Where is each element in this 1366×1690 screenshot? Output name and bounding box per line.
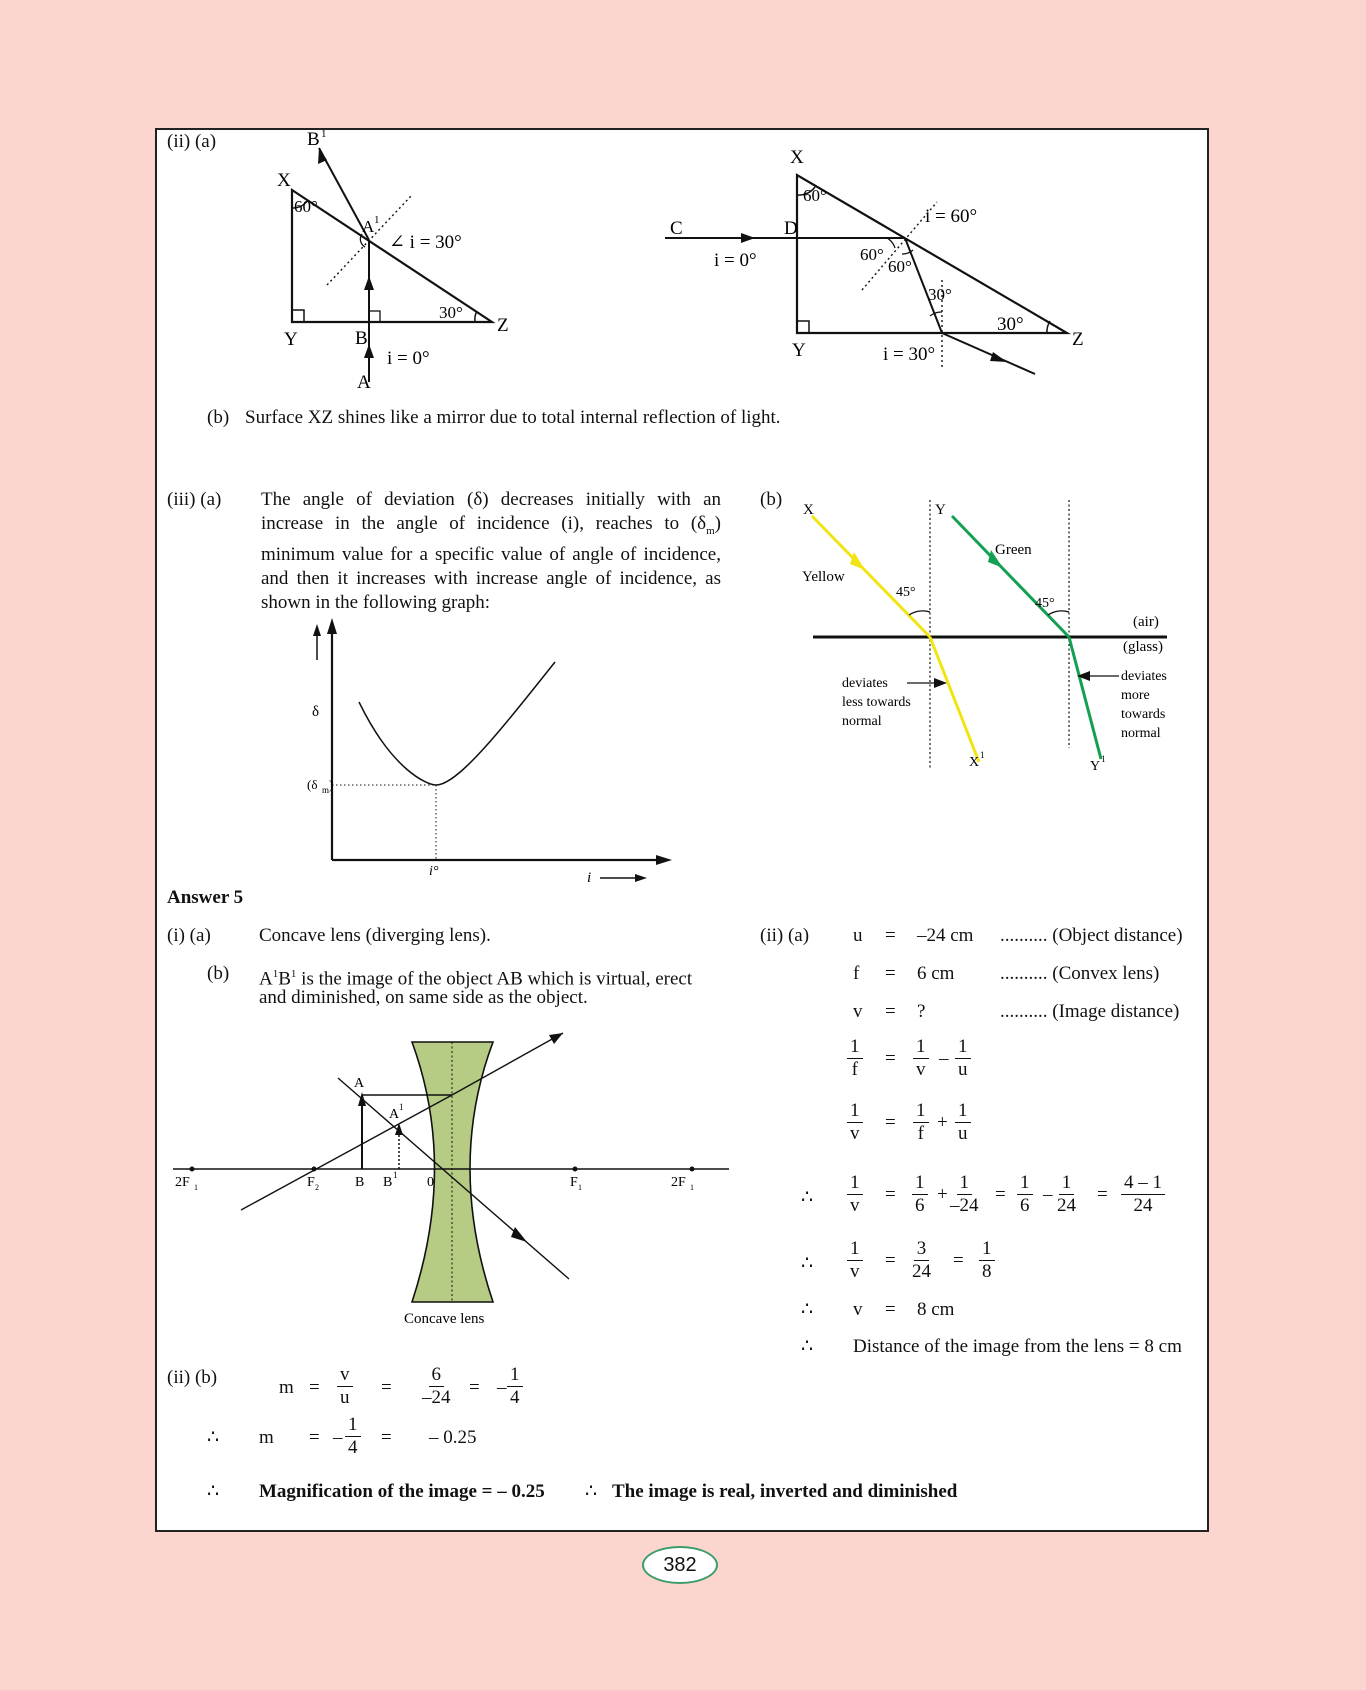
label-X: X [277,170,291,191]
mag-m: m [279,1377,294,1398]
therefore-symbol: ∴ [801,1299,814,1320]
frac-1-u: $\frac{1}{u}$ [955,1100,971,1145]
calc-plus: + [937,1112,948,1133]
angle-60-a: 60° [860,245,884,264]
more-line4: normal [1121,726,1161,741]
label-Y: Y [284,329,298,350]
lens-2F-left: 2F [175,1175,190,1190]
frac-1-v: $\frac{1}{v}$ [847,1238,863,1283]
label-X2: X [790,147,804,168]
calc-plus: + [937,1184,948,1205]
therefore-symbol: ∴ [801,1187,814,1208]
frac-3-24: $\frac{3}{24}$ [912,1238,931,1282]
frac-1-6: $\frac{1}{6}$ [912,1172,928,1217]
angle-30-a: 30° [928,285,952,304]
answer5-i-label: (i) (a) [167,925,211,946]
label-A1: A [362,217,375,236]
ray-X: X [803,502,814,518]
axis-i: i [587,870,592,886]
mag-eq: = [309,1427,320,1448]
frac-1-u: $\frac{1}{u}$ [955,1036,971,1081]
calc-v: v [853,1299,863,1320]
more-line2: more [1121,688,1150,703]
label-C: C [670,218,683,239]
angle-45-b: 45° [1035,596,1055,611]
calc-final: Distance of the image from the lens = 8 cm [853,1336,1182,1357]
calc-eq: = [885,1048,896,1069]
lens-F2-sub: 2 [315,1183,319,1192]
mag-eq: = [381,1427,392,1448]
less-line2: less towards [842,695,911,710]
calc-u: u [853,925,863,946]
sec-ii-b-text: Surface XZ shines like a mirror due to total internal reflection of light. [245,407,781,428]
frac-1-6: $\frac{1}{6}$ [1017,1172,1033,1217]
therefore-symbol: ∴ [207,1427,220,1448]
calc-f-val: 6 cm [917,963,955,984]
label-delta-m-sub: m [322,785,330,795]
calc-v-result: 8 cm [917,1299,955,1320]
mag-neg: – [497,1377,507,1398]
calc-minus: – [939,1048,949,1069]
calc-eq: = [885,1299,896,1320]
ray-Y1: Y [1090,759,1101,774]
calc-eq: = [885,1184,896,1205]
answer5-i-b-line1: $A^1B^1$ is the image of the object AB which is virtual, erect [259,968,693,990]
calc-v: v [853,1001,863,1022]
mag-neg: – [333,1427,343,1448]
lens-2F-right-sub: 1 [690,1183,694,1192]
label-green: Green [995,542,1032,558]
frac-1-f: $\frac{1}{f}$ [847,1036,863,1081]
lens-B: B [355,1175,365,1190]
calc-eq: = [885,925,896,946]
ray-X1-sup: 1 [980,750,985,760]
label-Z2: Z [1072,329,1084,350]
sec-iii-label: (iii) (a) [167,489,222,510]
concave-lens-diagram [157,130,717,1330]
therefore-symbol: ∴ [801,1253,814,1274]
lens-F1: F [570,1175,578,1190]
calc-eq: = [1097,1184,1108,1205]
axis-delta: δ [312,704,320,720]
calc-f: f [853,963,860,984]
lens-F2: F [307,1175,315,1190]
frac-1-f: $\frac{1}{f}$ [913,1100,929,1145]
frac-1-m24: $\frac{1}{-24}$ [950,1172,979,1216]
label-D: D [784,218,798,239]
angle-i-30-2: i = 30° [883,344,936,365]
sec-iii-paragraph: The angle of deviation (δ) decreases initially with an increase in the angle of incidence (i), reaches to $(\delta_m)$ minimum value for a specific value of angle of incidence, and then it increases with increase angle of incidence, as shown in the following graph: [261,489,721,613]
mag-eq: = [309,1377,320,1398]
frac-1-24: $\frac{1}{24}$ [1057,1172,1076,1216]
answer5-i-a: Concave lens (diverging lens). [259,925,491,946]
frac-v-u: $\frac{v}{u}$ [337,1364,353,1409]
label-B: B [355,328,368,349]
less-line3: normal [842,714,882,729]
calc-eq: = [885,1250,896,1271]
calc-minus: – [1043,1184,1053,1205]
lens-2F-left-sub: 1 [194,1183,198,1192]
calc-u-note: .......... (Object distance) [1000,925,1183,946]
frac-1-v: $\frac{1}{v}$ [913,1036,929,1081]
calc-label: (ii) (a) [760,925,810,946]
label-Z: Z [497,315,509,336]
mag-m: m [259,1427,274,1448]
calc-eq: = [885,963,896,984]
lens-caption: Concave lens [404,1311,485,1327]
more-line3: towards [1121,707,1166,722]
angle-60-2: 60° [803,186,827,205]
mag-conclusion-1: Magnification of the image = – 0.25 [259,1481,545,1502]
medium-glass: (glass) [1123,639,1163,655]
frac-6-m24: $\frac{6}{-24}$ [422,1364,451,1408]
angle-30-b: 30° [997,314,1024,335]
calc-eq: = [885,1001,896,1022]
mag-eq: = [381,1377,392,1398]
frac-1-8: $\frac{1}{8}$ [979,1238,995,1283]
calc-eq: = [953,1250,964,1271]
angle-60: 60° [294,197,318,216]
angle-i-0-2: i = 0° [714,250,757,271]
answer5-i-b-label: (b) [207,963,230,984]
angle-30: 30° [439,303,463,322]
lens-B1: B [383,1175,393,1190]
calc-f-note: .......... (Convex lens) [1000,963,1160,984]
label-i-zero: i° [429,864,439,879]
ray-Y1-sup: 1 [1101,754,1106,764]
angle-60-b: 60° [888,257,912,276]
lens-A1: A [389,1107,400,1122]
label-A: A [357,372,371,393]
label-B1: B [307,129,320,150]
sup-A1: 1 [374,214,380,226]
label-Y2: Y [792,340,806,361]
frac-1-4: $\frac{1}{4}$ [345,1414,361,1459]
angle-45-a: 45° [896,585,916,600]
lens-O: 0 [427,1175,434,1190]
label-delta-m-close: ) [329,777,334,792]
frac-1-4: $\frac{1}{4}$ [507,1364,523,1409]
label-delta-m-open: (δ [307,777,318,792]
label-yellow: Yellow [802,569,845,585]
angle-i-30: ∠ i = 30° [389,232,462,253]
therefore-symbol: ∴ [207,1481,220,1502]
therefore-symbol: ∴ [801,1336,814,1357]
ray-X1: X [969,755,980,770]
mag-value: – 0.25 [429,1427,477,1448]
mag-label: (ii) (b) [167,1367,218,1388]
calc-eq: = [995,1184,1006,1205]
more-line1: deviates [1121,669,1167,684]
answer5-heading: Answer 5 [167,887,244,908]
calc-eq: = [885,1112,896,1133]
lens-B1-sup: 1 [393,1170,398,1180]
therefore-symbol: ∴ [585,1481,598,1502]
page-number: 382 [642,1546,718,1584]
mag-eq: = [469,1377,480,1398]
sup-B1: 1 [321,128,327,140]
lens-A1-sup: 1 [399,1102,404,1112]
sec-ii-label: (ii) (a) [167,131,217,152]
frac-1-v: $\frac{1}{v}$ [847,1172,863,1217]
angle-i-0: i = 0° [387,348,430,369]
lens-F1-sub: 1 [578,1183,582,1192]
calc-v-val: ? [917,1001,926,1022]
ray-Y: Y [935,502,946,518]
frac-1-v: $\frac{1}{v}$ [847,1100,863,1145]
frac-3-over-24: $\frac{4 - 1}{24}$ [1121,1172,1165,1217]
angle-i-60: i = 60° [925,206,978,227]
calc-u-val: –24 cm [917,925,974,946]
calc-v-note: .......... (Image distance) [1000,1001,1180,1022]
sec-ii-b-label: (b) [207,407,230,428]
lens-2F-right: 2F [671,1175,686,1190]
less-line1: deviates [842,676,888,691]
sec-iii-b-label: (b) [760,489,783,510]
answer-page [155,128,1209,1532]
lens-A: A [354,1076,365,1091]
answer5-i-b-line2: and diminished, on same side as the object. [259,987,588,1008]
mag-conclusion-2: The image is real, inverted and diminished [612,1481,958,1502]
medium-air: (air) [1133,614,1159,630]
